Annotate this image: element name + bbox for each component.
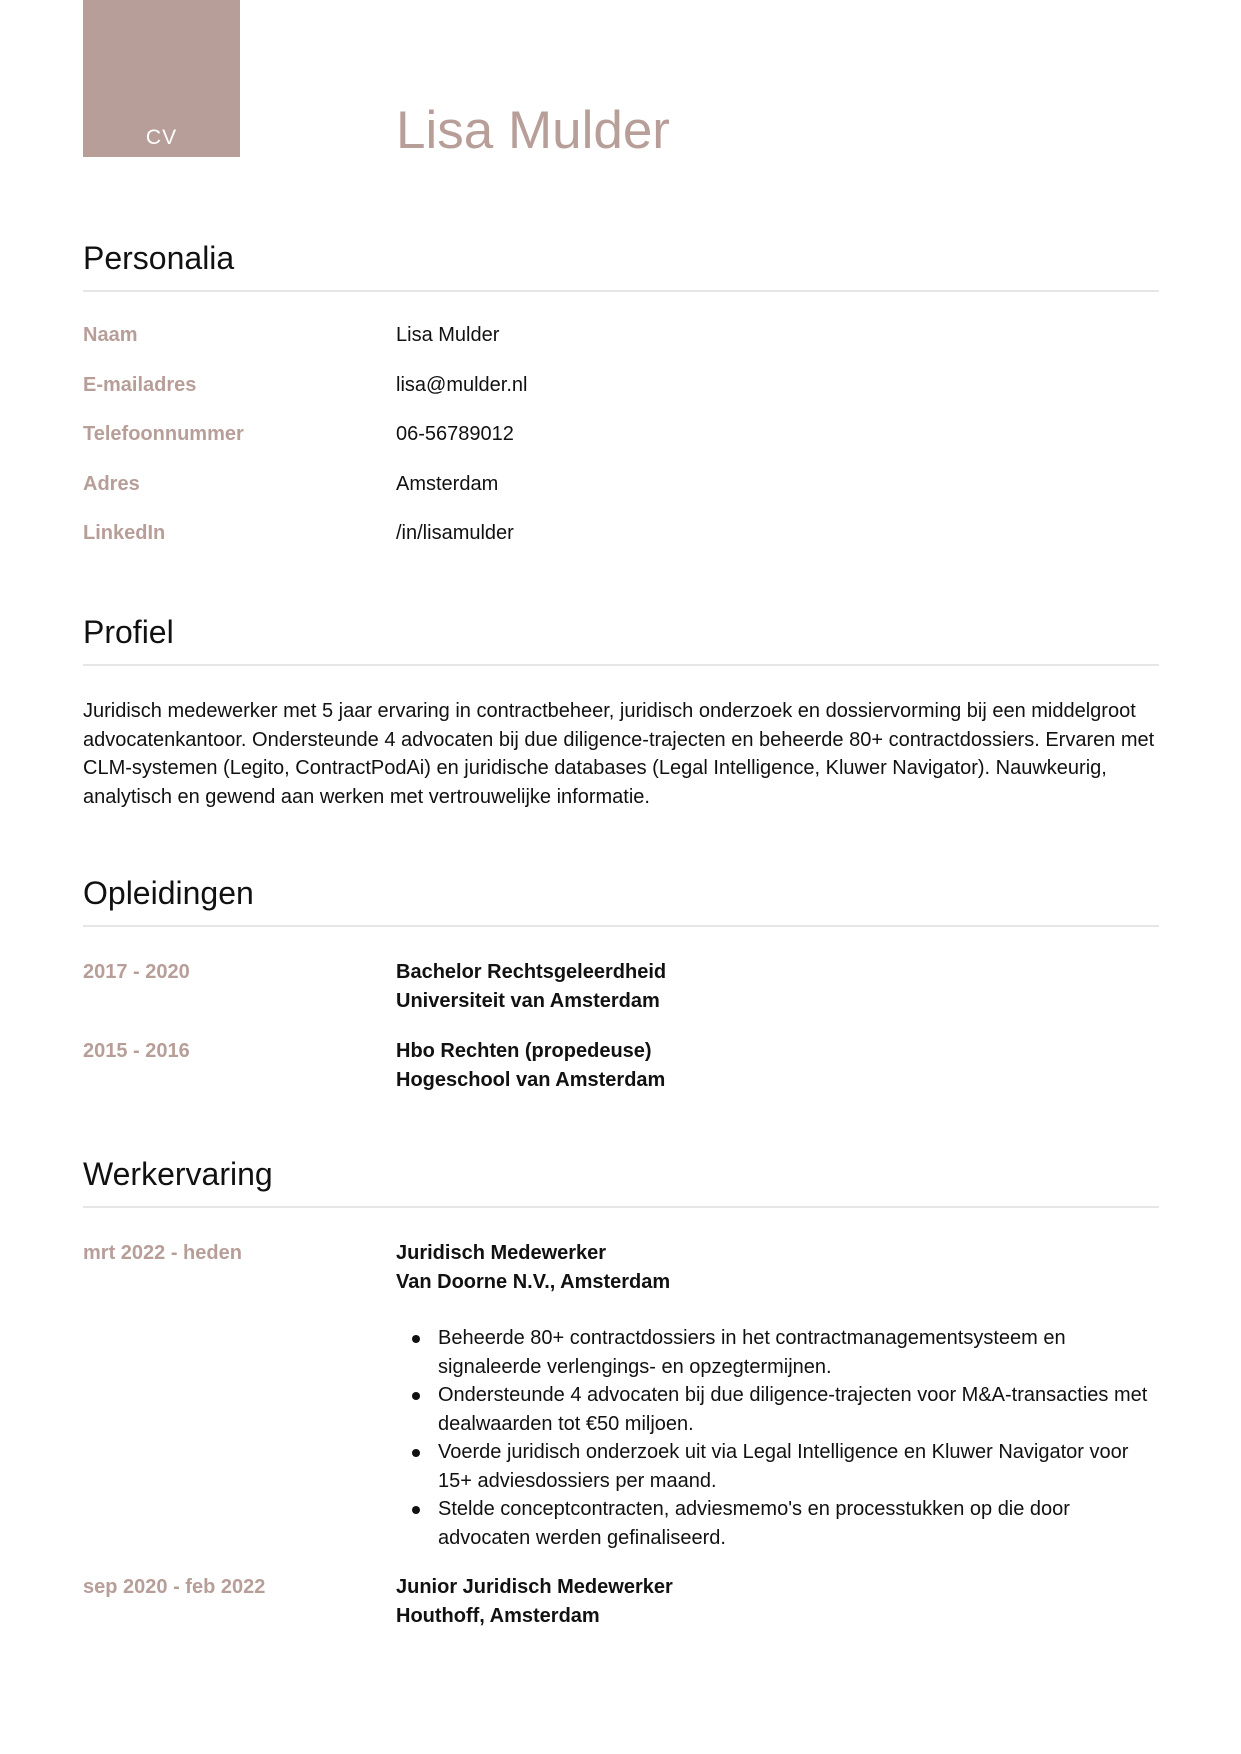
- field-value: Amsterdam: [396, 472, 499, 495]
- job-bullet: Stelde conceptcontracten, adviesmemo's en processtukken op die door advocaten werden gefinaliseerd.: [396, 1495, 1159, 1552]
- education-degree: Bachelor Rechtsgeleerdheid: [396, 961, 667, 983]
- section-title-profiel: Profiel: [83, 616, 1159, 666]
- photo-placeholder: [83, 0, 240, 157]
- personalia-row: [83, 373, 1159, 423]
- education-period: 2017 - 2020: [83, 961, 190, 983]
- job-bullet: Beheerde 80+ contractdossiers in het contractmanagementsysteem en signaleerde verlengings- en opzegtermijnen.: [396, 1324, 1159, 1381]
- photo-label: CV: [145, 126, 178, 149]
- personalia-row: [83, 323, 1159, 373]
- section-title-werkervaring: Werkervaring: [83, 1158, 1159, 1208]
- opleidingen-section: [83, 877, 1159, 1116]
- job-role: Junior Juridisch Medewerker: [396, 1576, 673, 1598]
- education-period: 2015 - 2016: [83, 1040, 190, 1062]
- education-item: [83, 958, 1159, 1037]
- education-school: Universiteit van Amsterdam: [396, 989, 660, 1012]
- job-period: sep 2020 - feb 2022: [83, 1576, 266, 1598]
- education-degree: Hbo Rechten (propedeuse): [396, 1040, 652, 1062]
- job-bullet: Voerde juridisch onderzoek uit via Legal Intelligence en Kluwer Navigator voor 15+ adviesdossiers per maand.: [396, 1438, 1159, 1495]
- phone-value: 06-56789012: [396, 423, 514, 445]
- field-label: Naam: [83, 324, 138, 346]
- personalia-row: [83, 521, 1159, 571]
- section-title-personalia: Personalia: [83, 242, 1159, 292]
- job-item: [83, 1239, 1159, 1552]
- profile-text: Juridisch medewerker met 5 jaar ervaring in contractbeheer, juridisch onderzoek en dossiervorming bij een middelgroot advocatenkantoor. Ondersteunde 4 advocaten bij due diligence-trajecten en beheerde 80+ contractdossiers. Ervaren met CLM-systemen (Legito, ContractPodAi) en juridische databases (Legal Intelligence, Kluwer Navigator). Nauwkeurig, analytisch en gewend aan werken met vertrouwelijke informatie.: [83, 700, 1155, 808]
- email-value[interactable]: lisa@mulder.nl: [396, 373, 528, 396]
- job-period: mrt 2022 - heden: [83, 1242, 242, 1264]
- job-company: Houthoff, Amsterdam: [396, 1604, 600, 1627]
- field-label: E-mailadres: [83, 373, 197, 396]
- werkervaring-section: [83, 1158, 1159, 1630]
- job-item: [83, 1573, 1159, 1630]
- field-label: LinkedIn: [83, 522, 166, 544]
- linkedin-value[interactable]: /in/lisamulder: [396, 522, 514, 544]
- personalia-section: [83, 242, 1159, 571]
- education-school: Hogeschool van Amsterdam: [396, 1068, 666, 1091]
- field-value: Lisa Mulder: [396, 324, 500, 346]
- personalia-row: [83, 422, 1159, 472]
- profiel-section: [83, 616, 1159, 811]
- education-item: [83, 1037, 1159, 1116]
- job-bullet: Ondersteunde 4 advocaten bij due diligence-trajecten voor M&A-transacties met dealwaarden tot €50 miljoen.: [396, 1381, 1159, 1438]
- job-company: Van Doorne N.V., Amsterdam: [396, 1270, 671, 1293]
- page-title: Lisa Mulder: [396, 101, 670, 160]
- field-label: Adres: [83, 472, 140, 495]
- personalia-row: [83, 472, 1159, 522]
- section-title-opleidingen: Opleidingen: [83, 877, 1159, 927]
- job-role: Juridisch Medewerker: [396, 1242, 607, 1264]
- field-label: Telefoonnummer: [83, 423, 244, 445]
- job-bullet-list: [396, 1324, 1159, 1552]
